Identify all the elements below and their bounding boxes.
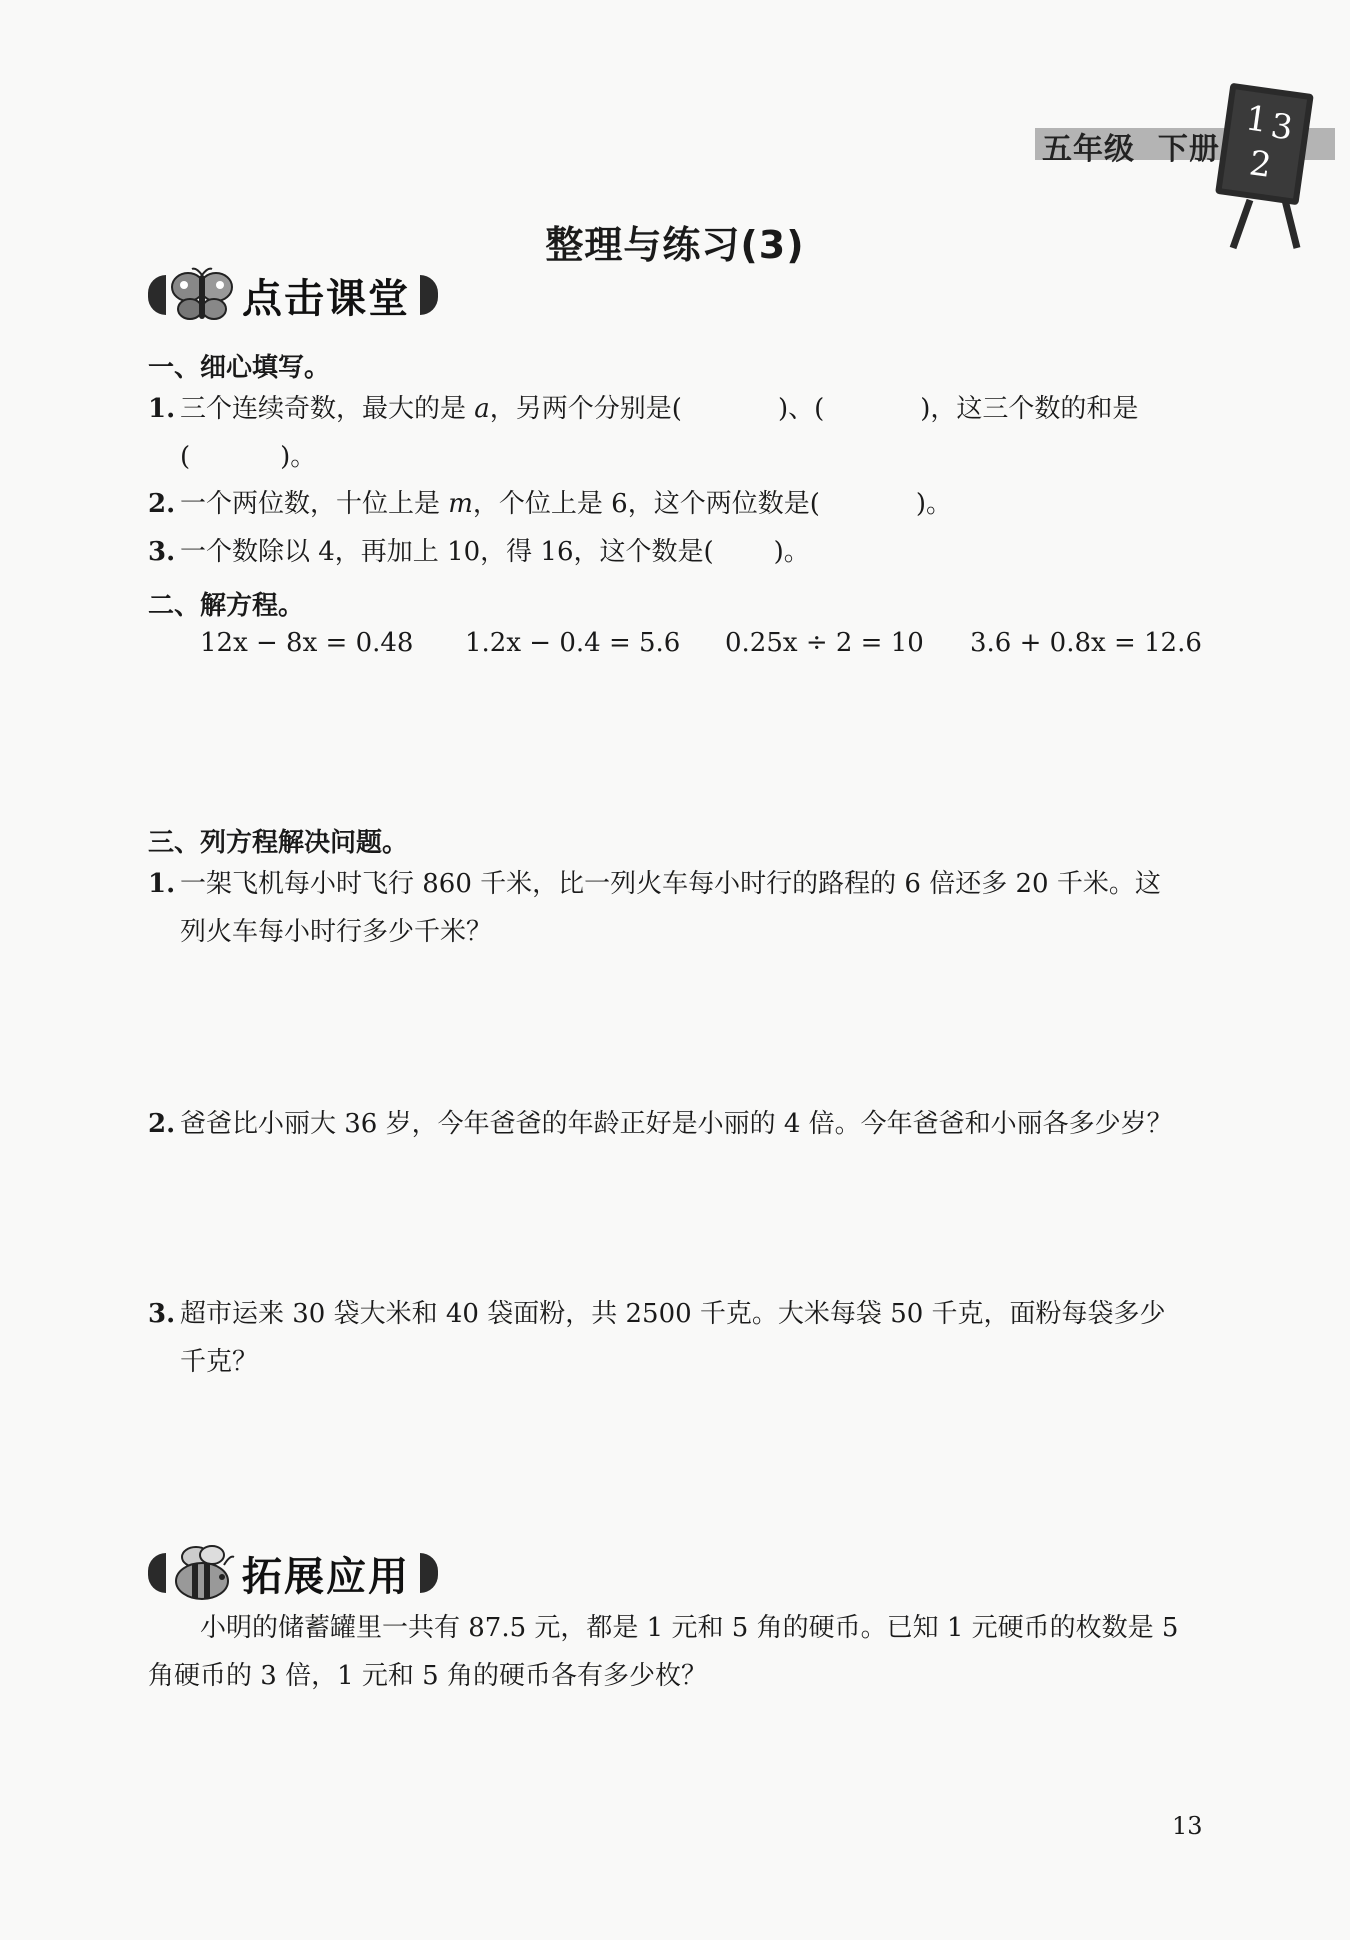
question-3-1: 1. 一架飞机每小时飞行 860 千米，比一列火车每小时行的路程的 6 倍还多 20 千米。这 列火车每小时行多少千米？ bbox=[148, 860, 1205, 956]
extension-problem: 小明的储蓄罐里一共有 87.5 元，都是 1 元和 5 角的硬币。已知 1 元硬币的枚数是 5 角硬币的 3 倍，1 元和 5 角的硬币各有多少枚？ bbox=[148, 1613, 1179, 1691]
question-1-3: 3. 一个数除以 4，再加上 10，得 16，这个数是( )。 bbox=[148, 528, 1205, 576]
section-heading-fill: 一、细心填写。 bbox=[148, 353, 331, 383]
section-heading-word-problems: 三、列方程解决问题。 bbox=[148, 828, 409, 858]
banner-label: 点击课堂 bbox=[242, 275, 410, 322]
question-number: 1. bbox=[148, 869, 176, 899]
equation-2: 1.2x − 0.4 = 5.6 bbox=[465, 628, 681, 658]
banner-right-cap bbox=[420, 1553, 438, 1593]
grade-label: 五年级 下册 bbox=[1042, 132, 1220, 167]
question-number: 2. bbox=[148, 489, 176, 519]
question-number: 3. bbox=[148, 1299, 176, 1329]
board-digit-2: 2 bbox=[1246, 143, 1274, 186]
question-1-1: 1. 三个连续奇数，最大的是 a，另两个分别是( )、( )，这三个数的和是 ( )。 bbox=[148, 385, 1205, 481]
equation-1: 12x − 8x = 0.48 bbox=[200, 628, 414, 658]
banner-label: 拓展应用 bbox=[242, 1553, 410, 1600]
equation-3: 0.25x ÷ 2 = 10 bbox=[725, 628, 924, 658]
banner-right-cap bbox=[420, 275, 438, 315]
variable-a: a bbox=[474, 394, 490, 424]
question-number: 2. bbox=[148, 1109, 176, 1139]
banner-left-cap bbox=[148, 1553, 166, 1593]
question-number: 3. bbox=[148, 537, 176, 567]
variable-m: m bbox=[448, 489, 473, 519]
question-1-2: 2. 一个两位数，十位上是 m，个位上是 6，这个两位数是( )。 bbox=[148, 480, 1205, 528]
question-number: 1. bbox=[148, 394, 176, 424]
banner-click-class bbox=[148, 265, 438, 325]
butterfly-icon bbox=[166, 265, 238, 325]
question-3-2: 2. 爸爸比小丽大 36 岁，今年爸爸的年龄正好是小丽的 4 倍。今年爸爸和小丽各多少岁？ bbox=[148, 1100, 1205, 1148]
bee-icon bbox=[166, 1543, 238, 1603]
banner-left-cap bbox=[148, 275, 166, 315]
page-title: 整理与练习(3) bbox=[545, 223, 805, 267]
question-3-3: 3. 超市运来 30 袋大米和 40 袋面粉，共 2500 千克。大米每袋 50 千克，面粉每袋多少 千克？ bbox=[148, 1290, 1205, 1386]
board-digit-1: 1 bbox=[1243, 98, 1271, 141]
page-number: 13 bbox=[1172, 1812, 1203, 1840]
banner-extension bbox=[148, 1543, 438, 1603]
equation-4: 3.6 + 0.8x = 12.6 bbox=[970, 628, 1202, 658]
board-digit-3: 3 bbox=[1268, 105, 1296, 149]
section-heading-equations: 二、解方程。 bbox=[148, 591, 305, 621]
